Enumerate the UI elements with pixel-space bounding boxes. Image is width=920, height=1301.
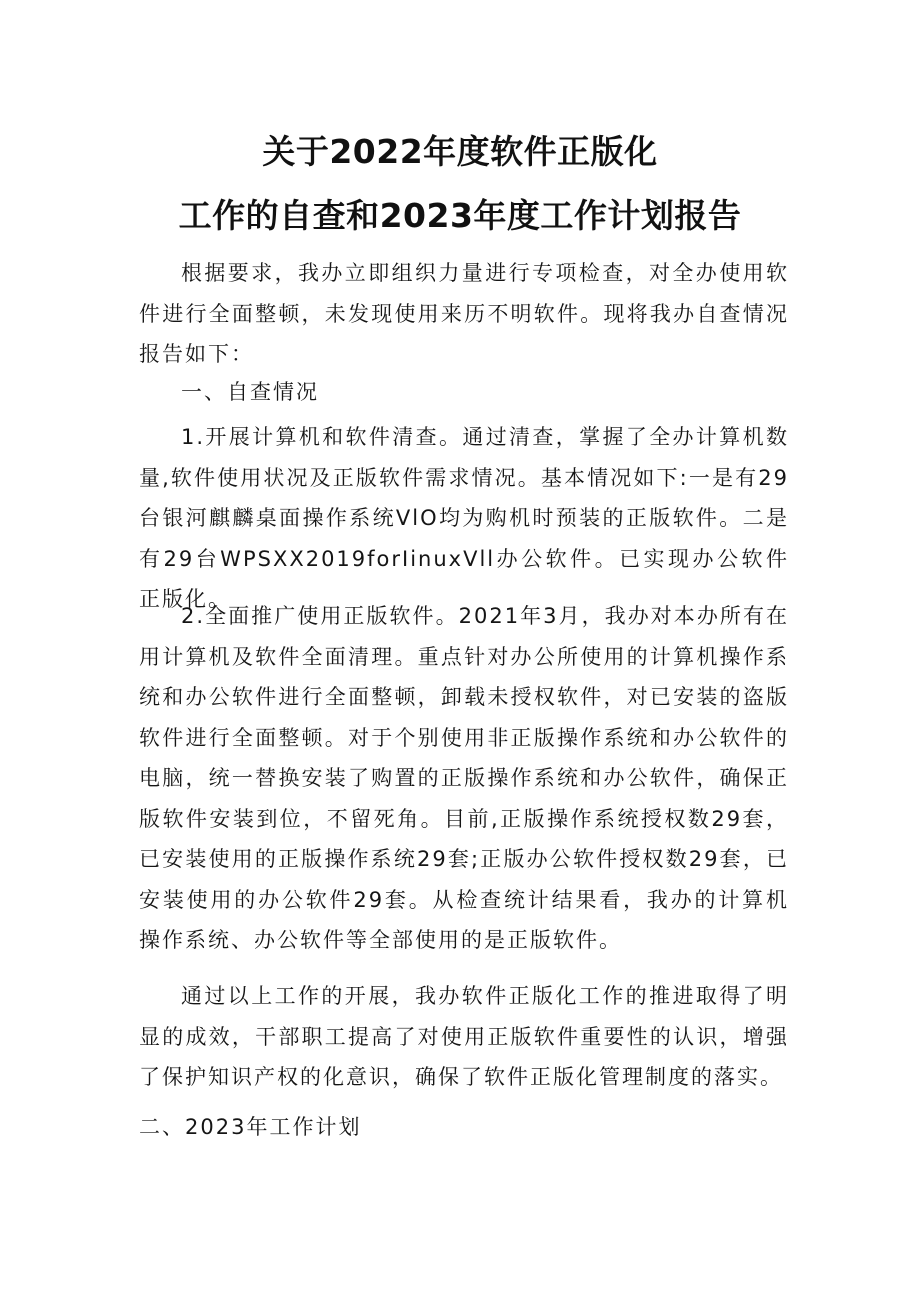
intro-text: 根据要求，我办立即组织力量进行专项检查，对全办使用软件进行全面整顿，未发现使用来历不明软件。现将我办自查情况报告如下：	[139, 261, 789, 366]
summary-text: 通过以上工作的开展，我办软件正版化工作的推进取得了明显的成效，干部职工提高了对使用正版软件重要性的认识，增强了保护知识产权的化意识，确保了软件正版化管理制度的落实。	[139, 984, 789, 1089]
document-title-line-2: 工作的自查和2023年度工作计划报告	[178, 196, 742, 235]
document-title-line-1: 关于2022年度软件正版化	[262, 132, 658, 171]
item-2-paragraph	[139, 596, 789, 961]
item-1-text: 1.开展计算机和软件清查。通过清查，掌握了全办计算机数量,软件使用状况及正版软件需求情况。基本情况如下:一是有29台银河麒麟桌面操作系统VlO均为购机时预装的正版软件。二是有29台WPSXX2019forIinuxVll办公软件。已实现办公软件正版化。	[139, 425, 789, 611]
section-1-heading	[139, 372, 789, 413]
section-2-heading	[139, 1107, 789, 1148]
summary-paragraph	[139, 976, 789, 1098]
item-2-text: 2.全面推广使用正版软件。2021年3月，我办对本办所有在用计算机及软件全面清理。重点针对办公所使用的计算机操作系统和办公软件进行全面整顿，卸载未授权软件，对已安装的盗版软件进行全面整顿。对于个别使用非正版操作系统和办公软件的电脑，统一替换安装了购置的正版操作系统和办公软件，确保正版软件安装到位，不留死角。目前,正版操作系统授权数29套，已安装使用的正版操作系统29套;正版办公软件授权数29套，已安装使用的办公软件29套。从检查统计结果看，我办的计算机操作系统、办公软件等全部使用的是正版软件。	[139, 604, 789, 952]
section-1-heading-text: 一、自查情况	[181, 380, 319, 404]
section-2-heading-text: 二、2023年工作计划	[139, 1115, 362, 1139]
item-1-paragraph	[139, 417, 789, 620]
intro-paragraph	[139, 253, 789, 375]
